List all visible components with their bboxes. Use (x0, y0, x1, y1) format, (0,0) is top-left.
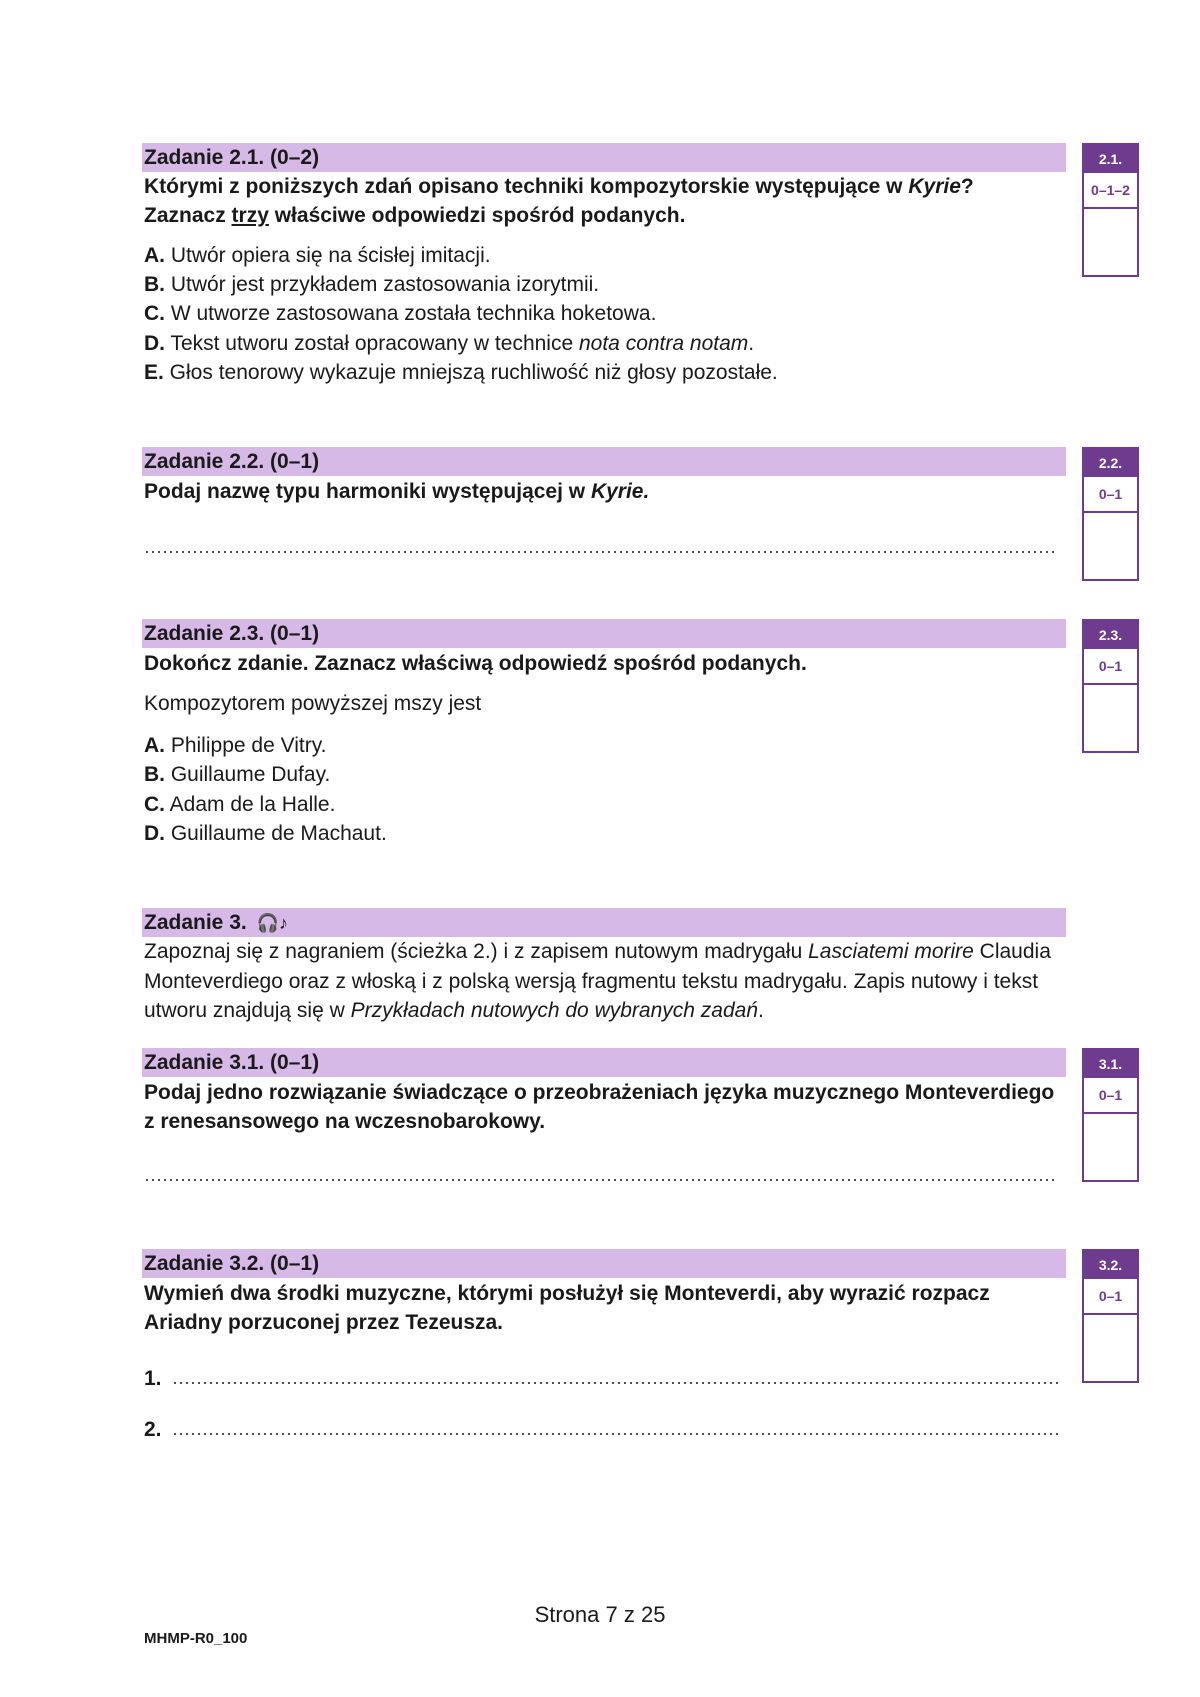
score-field[interactable] (1084, 685, 1137, 753)
score-id: 2.2. (1084, 449, 1137, 477)
instruction-tail: właściwe odpowiedzi spośród podanych. (268, 204, 686, 227)
option-letter: C. (144, 302, 165, 325)
intro-italic: Lasciatemi morire (808, 940, 974, 963)
option-italic: nota contra notam (578, 332, 749, 355)
task-question: Dokończ zdanie. Zaznacz właściwą odpowiedź spośród podanych. (144, 652, 807, 675)
task-header-2-2 (142, 447, 1066, 476)
instruction-underlined: trzy (231, 204, 269, 227)
answer-option-d[interactable] (144, 819, 387, 848)
task-question (144, 172, 1064, 201)
option-text: Utwór jest przykładem zastosowania izorytmii. (165, 273, 600, 296)
score-id: 2.1. (1084, 145, 1137, 173)
option-text: W utworze zastosowana została technika hoketowa. (165, 302, 657, 325)
task-question (144, 477, 1064, 506)
answer-option-a[interactable] (144, 241, 491, 270)
intro-text: . (758, 999, 764, 1022)
answer-option-d[interactable] (144, 329, 754, 358)
answer-option-e[interactable] (144, 358, 778, 387)
task-question: Podaj jedno rozwiązanie świadczące o przeobrażeniach języka muzycznego Monteverdiego z renesansowego na wczesnobarokowy. (144, 1081, 1055, 1133)
option-letter: B. (144, 763, 165, 786)
option-letter: A. (144, 734, 165, 757)
intro-text: Zapoznaj się z nagraniem (ścieżka 2.) i z zapisem nutowym madrygału (144, 940, 809, 963)
task-header-3-1 (142, 1048, 1066, 1077)
task-question: Wymień dwa środki muzyczne, którymi posłużył się Monteverdi, aby wyrazić rozpacz Ariadny porzuconej przez Tezeusza. (144, 1282, 990, 1334)
score-points: 0–1 (1084, 477, 1137, 513)
task-instruction (144, 201, 1064, 230)
task-title: Zadanie 2.1. (0–2) (144, 146, 320, 169)
answer-line-1[interactable] (172, 1381, 1060, 1385)
option-letter: B. (144, 273, 165, 296)
score-field[interactable] (1084, 209, 1137, 277)
score-box-3-1 (1082, 1048, 1139, 1182)
task-intro (144, 937, 1064, 1026)
task-title: Zadanie 2.2. (0–1) (144, 450, 320, 473)
answer-line[interactable] (144, 550, 1058, 554)
answer-number-1: 1. (144, 1367, 162, 1390)
task-title: Zadanie 3. (144, 911, 247, 934)
option-text: Utwór opiera się na ścisłej imitacji. (165, 244, 491, 267)
option-text: Guillaume Dufay. (165, 763, 331, 786)
score-id: 3.1. (1084, 1050, 1137, 1078)
answer-number-2: 2. (144, 1418, 162, 1441)
option-letter: E. (144, 361, 164, 384)
task-header-3-2 (142, 1249, 1066, 1278)
answer-option-a[interactable] (144, 731, 326, 760)
question-italic: Kyrie (908, 175, 961, 198)
page-number: Strona 7 z 25 (534, 1602, 666, 1627)
instruction-text: Zaznacz (144, 204, 232, 227)
option-letter: C. (144, 793, 165, 816)
answer-option-c[interactable] (144, 790, 335, 819)
score-points: 0–1–2 (1084, 173, 1137, 209)
question-tail: ? (960, 175, 974, 198)
score-box-2-2 (1082, 447, 1139, 581)
exam-code: MHMP-R0_100 (144, 1630, 248, 1647)
question-stem: Kompozytorem powyższej mszy jest (144, 692, 482, 715)
score-points: 0–1 (1084, 1279, 1137, 1315)
task-header-2-1 (142, 143, 1066, 172)
option-tail: . (748, 332, 755, 355)
task-title: Zadanie 3.1. (0–1) (144, 1051, 320, 1074)
task-header-2-3 (142, 619, 1066, 648)
option-text: Philippe de Vitry. (165, 734, 327, 757)
intro-italic: Przykładach nutowych do wybranych zadań (350, 999, 758, 1022)
answer-option-b[interactable] (144, 760, 330, 789)
task-title: Zadanie 2.3. (0–1) (144, 622, 320, 645)
option-text: Tekst utworu został opracowany w technice (165, 332, 579, 355)
score-points: 0–1 (1084, 1078, 1137, 1114)
score-box-2-1 (1082, 143, 1139, 277)
answer-line-2[interactable] (172, 1432, 1060, 1436)
score-field[interactable] (1084, 1114, 1137, 1182)
option-text: Adam de la Halle. (165, 793, 336, 816)
option-letter: D. (144, 822, 165, 845)
headphones-note-icon: 🎧♪ (256, 913, 288, 933)
option-text: Głos tenorowy wykazuje mniejszą ruchliwość niż głosy pozostałe. (163, 361, 778, 384)
score-id: 2.3. (1084, 621, 1137, 649)
option-text: Guillaume de Machaut. (165, 822, 387, 845)
option-letter: D. (144, 332, 165, 355)
score-id: 3.2. (1084, 1251, 1137, 1279)
answer-option-c[interactable] (144, 299, 656, 328)
score-box-2-3 (1082, 619, 1139, 753)
intro-text: Claudia Monteverdiego oraz z włoską i z polską wersją fragmentu tekstu madrygału. Zapis nutowy i tekst utworu znajdują się w (144, 940, 1051, 1022)
score-box-3-2 (1082, 1249, 1139, 1383)
score-points: 0–1 (1084, 649, 1137, 685)
score-field[interactable] (1084, 513, 1137, 581)
task-title: Zadanie 3.2. (0–1) (144, 1252, 320, 1275)
question-text: Którymi z poniższych zdań opisano techniki kompozytorskie występujące w (144, 175, 909, 198)
answer-option-b[interactable] (144, 270, 599, 299)
answer-line[interactable] (144, 1178, 1058, 1182)
question-italic: Kyrie. (590, 480, 650, 503)
score-field[interactable] (1084, 1315, 1137, 1383)
task-header-3 (142, 908, 1066, 937)
option-letter: A. (144, 244, 165, 267)
question-text: Podaj nazwę typu harmoniki występującej w (144, 480, 591, 503)
